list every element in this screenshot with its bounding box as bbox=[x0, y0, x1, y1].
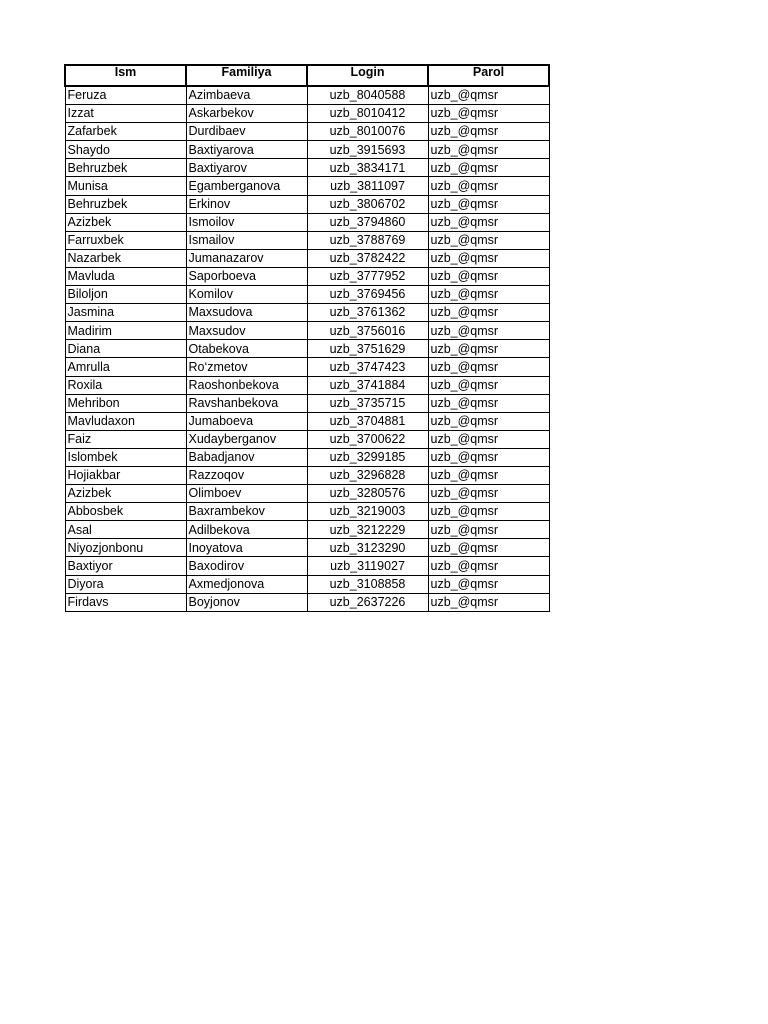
table-row bbox=[65, 177, 549, 195]
cell-ism: Behruzbek bbox=[65, 195, 186, 213]
cell-familiya: Ismoilov bbox=[186, 213, 307, 231]
cell-familiya: Razzoqov bbox=[186, 466, 307, 484]
cell-parol: uzb_@qmsr bbox=[428, 123, 549, 141]
cell-ism: Abbosbek bbox=[65, 503, 186, 521]
cell-parol: uzb_@qmsr bbox=[428, 575, 549, 593]
cell-familiya: Durdibaev bbox=[186, 123, 307, 141]
table-row bbox=[65, 503, 549, 521]
cell-login: uzb_3219003 bbox=[307, 503, 428, 521]
cell-ism: Farruxbek bbox=[65, 231, 186, 249]
cell-familiya: Askarbekov bbox=[186, 105, 307, 123]
cell-login: uzb_3777952 bbox=[307, 267, 428, 285]
cell-familiya: Baxtiyarova bbox=[186, 141, 307, 159]
table-row bbox=[65, 358, 549, 376]
table-row bbox=[65, 485, 549, 503]
cell-parol: uzb_@qmsr bbox=[428, 593, 549, 611]
cell-ism: Madirim bbox=[65, 322, 186, 340]
cell-ism: Jasmina bbox=[65, 304, 186, 322]
cell-login: uzb_3915693 bbox=[307, 141, 428, 159]
cell-login: uzb_3769456 bbox=[307, 286, 428, 304]
cell-login: uzb_8040588 bbox=[307, 86, 428, 105]
header-row bbox=[65, 65, 549, 86]
cell-parol: uzb_@qmsr bbox=[428, 466, 549, 484]
cell-parol: uzb_@qmsr bbox=[428, 412, 549, 430]
cell-familiya: Axmedjonova bbox=[186, 575, 307, 593]
cell-parol: uzb_@qmsr bbox=[428, 141, 549, 159]
cell-familiya: Baxodirov bbox=[186, 557, 307, 575]
credentials-table bbox=[64, 64, 550, 612]
table-row bbox=[65, 195, 549, 213]
cell-ism: Amrulla bbox=[65, 358, 186, 376]
cell-parol: uzb_@qmsr bbox=[428, 557, 549, 575]
cell-ism: Roxila bbox=[65, 376, 186, 394]
cell-ism: Diana bbox=[65, 340, 186, 358]
cell-familiya: Azimbaeva bbox=[186, 86, 307, 105]
cell-parol: uzb_@qmsr bbox=[428, 448, 549, 466]
cell-parol: uzb_@qmsr bbox=[428, 503, 549, 521]
header-ism: Ism bbox=[65, 65, 186, 86]
table-row bbox=[65, 394, 549, 412]
table-row bbox=[65, 557, 549, 575]
table-row bbox=[65, 593, 549, 611]
cell-parol: uzb_@qmsr bbox=[428, 249, 549, 267]
header-parol: Parol bbox=[428, 65, 549, 86]
table-row bbox=[65, 521, 549, 539]
table-body bbox=[65, 86, 549, 611]
table-row bbox=[65, 86, 549, 105]
cell-login: uzb_3123290 bbox=[307, 539, 428, 557]
cell-ism: Mavludaxon bbox=[65, 412, 186, 430]
cell-parol: uzb_@qmsr bbox=[428, 286, 549, 304]
cell-login: uzb_2637226 bbox=[307, 593, 428, 611]
cell-ism: Munisa bbox=[65, 177, 186, 195]
table-row bbox=[65, 105, 549, 123]
cell-ism: Shaydo bbox=[65, 141, 186, 159]
cell-login: uzb_3299185 bbox=[307, 448, 428, 466]
cell-parol: uzb_@qmsr bbox=[428, 195, 549, 213]
table-row bbox=[65, 213, 549, 231]
cell-login: uzb_3806702 bbox=[307, 195, 428, 213]
cell-ism: Behruzbek bbox=[65, 159, 186, 177]
cell-familiya: Maxsudova bbox=[186, 304, 307, 322]
cell-login: uzb_3735715 bbox=[307, 394, 428, 412]
table-row bbox=[65, 575, 549, 593]
cell-ism: Zafarbek bbox=[65, 123, 186, 141]
table-row bbox=[65, 286, 549, 304]
cell-familiya: Inoyatova bbox=[186, 539, 307, 557]
table-row bbox=[65, 539, 549, 557]
cell-parol: uzb_@qmsr bbox=[428, 430, 549, 448]
cell-parol: uzb_@qmsr bbox=[428, 105, 549, 123]
cell-login: uzb_3834171 bbox=[307, 159, 428, 177]
cell-ism: Izzat bbox=[65, 105, 186, 123]
cell-login: uzb_3761362 bbox=[307, 304, 428, 322]
cell-login: uzb_3782422 bbox=[307, 249, 428, 267]
cell-parol: uzb_@qmsr bbox=[428, 86, 549, 105]
cell-familiya: Ravshanbekova bbox=[186, 394, 307, 412]
cell-login: uzb_3741884 bbox=[307, 376, 428, 394]
cell-ism: Azizbek bbox=[65, 485, 186, 503]
header-login: Login bbox=[307, 65, 428, 86]
cell-ism: Hojiakbar bbox=[65, 466, 186, 484]
cell-parol: uzb_@qmsr bbox=[428, 159, 549, 177]
cell-login: uzb_3108858 bbox=[307, 575, 428, 593]
cell-login: uzb_3704881 bbox=[307, 412, 428, 430]
cell-familiya: Otabekova bbox=[186, 340, 307, 358]
table-row bbox=[65, 412, 549, 430]
cell-login: uzb_3119027 bbox=[307, 557, 428, 575]
cell-login: uzb_3212229 bbox=[307, 521, 428, 539]
cell-parol: uzb_@qmsr bbox=[428, 177, 549, 195]
cell-familiya: Maxsudov bbox=[186, 322, 307, 340]
cell-parol: uzb_@qmsr bbox=[428, 213, 549, 231]
cell-ism: Diyora bbox=[65, 575, 186, 593]
cell-login: uzb_3756016 bbox=[307, 322, 428, 340]
cell-familiya: Egamberganova bbox=[186, 177, 307, 195]
cell-login: uzb_3296828 bbox=[307, 466, 428, 484]
cell-ism: Baxtiyor bbox=[65, 557, 186, 575]
cell-parol: uzb_@qmsr bbox=[428, 358, 549, 376]
cell-familiya: Raoshonbekova bbox=[186, 376, 307, 394]
cell-familiya: Erkinov bbox=[186, 195, 307, 213]
cell-ism: Mehribon bbox=[65, 394, 186, 412]
cell-familiya: Komilov bbox=[186, 286, 307, 304]
cell-ism: Faiz bbox=[65, 430, 186, 448]
cell-ism: Azizbek bbox=[65, 213, 186, 231]
cell-familiya: Baxtiyarov bbox=[186, 159, 307, 177]
cell-parol: uzb_@qmsr bbox=[428, 231, 549, 249]
cell-login: uzb_3788769 bbox=[307, 231, 428, 249]
cell-familiya: Xudayberganov bbox=[186, 430, 307, 448]
cell-familiya: Ro‘zmetov bbox=[186, 358, 307, 376]
table-row bbox=[65, 304, 549, 322]
cell-login: uzb_3794860 bbox=[307, 213, 428, 231]
table-row bbox=[65, 376, 549, 394]
cell-parol: uzb_@qmsr bbox=[428, 340, 549, 358]
table-row bbox=[65, 231, 549, 249]
cell-familiya: Ismailov bbox=[186, 231, 307, 249]
cell-login: uzb_3747423 bbox=[307, 358, 428, 376]
table-row bbox=[65, 340, 549, 358]
cell-ism: Nazarbek bbox=[65, 249, 186, 267]
spreadsheet-page bbox=[64, 64, 548, 612]
cell-familiya: Jumanazarov bbox=[186, 249, 307, 267]
table-row bbox=[65, 430, 549, 448]
cell-familiya: Adilbekova bbox=[186, 521, 307, 539]
cell-login: uzb_8010076 bbox=[307, 123, 428, 141]
cell-parol: uzb_@qmsr bbox=[428, 376, 549, 394]
table-row bbox=[65, 159, 549, 177]
cell-familiya: Boyjonov bbox=[186, 593, 307, 611]
cell-ism: Firdavs bbox=[65, 593, 186, 611]
cell-ism: Biloljon bbox=[65, 286, 186, 304]
cell-parol: uzb_@qmsr bbox=[428, 485, 549, 503]
cell-ism: Niyozjonbonu bbox=[65, 539, 186, 557]
cell-login: uzb_8010412 bbox=[307, 105, 428, 123]
table-row bbox=[65, 466, 549, 484]
cell-parol: uzb_@qmsr bbox=[428, 267, 549, 285]
table-row bbox=[65, 322, 549, 340]
cell-parol: uzb_@qmsr bbox=[428, 322, 549, 340]
cell-ism: Mavluda bbox=[65, 267, 186, 285]
cell-ism: Feruza bbox=[65, 86, 186, 105]
cell-ism: Asal bbox=[65, 521, 186, 539]
cell-login: uzb_3280576 bbox=[307, 485, 428, 503]
cell-familiya: Babadjanov bbox=[186, 448, 307, 466]
cell-familiya: Olimboev bbox=[186, 485, 307, 503]
cell-login: uzb_3811097 bbox=[307, 177, 428, 195]
cell-ism: Islombek bbox=[65, 448, 186, 466]
cell-parol: uzb_@qmsr bbox=[428, 539, 549, 557]
header-familiya: Familiya bbox=[186, 65, 307, 86]
cell-login: uzb_3700622 bbox=[307, 430, 428, 448]
cell-parol: uzb_@qmsr bbox=[428, 304, 549, 322]
table-row bbox=[65, 267, 549, 285]
cell-familiya: Saporboeva bbox=[186, 267, 307, 285]
cell-familiya: Baxrambekov bbox=[186, 503, 307, 521]
cell-login: uzb_3751629 bbox=[307, 340, 428, 358]
table-row bbox=[65, 141, 549, 159]
cell-parol: uzb_@qmsr bbox=[428, 394, 549, 412]
table-row bbox=[65, 123, 549, 141]
table-row bbox=[65, 249, 549, 267]
cell-parol: uzb_@qmsr bbox=[428, 521, 549, 539]
table-row bbox=[65, 448, 549, 466]
cell-familiya: Jumaboeva bbox=[186, 412, 307, 430]
